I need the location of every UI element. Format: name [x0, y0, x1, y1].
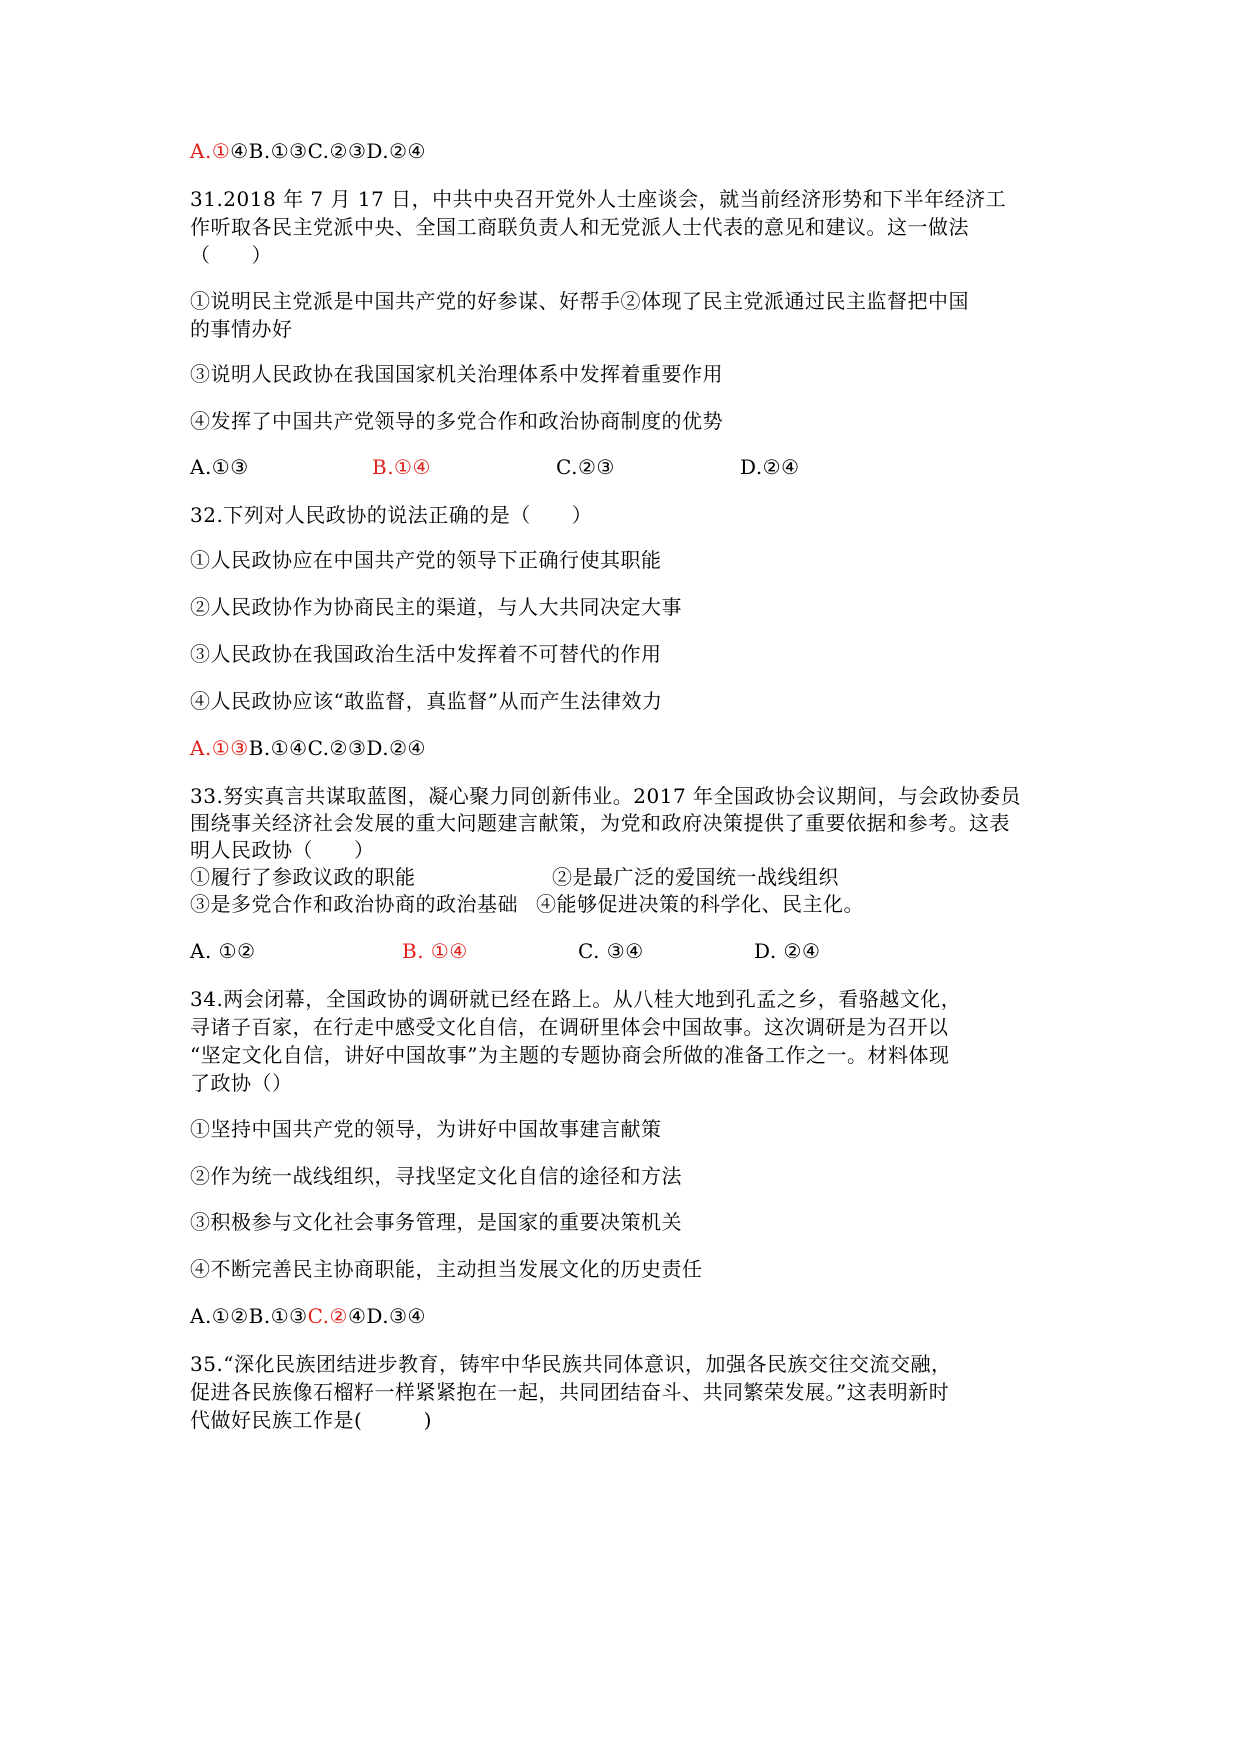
q33-option-c: C. ③④	[578, 939, 644, 963]
q34-item4: ④不断完善民主协商职能，主动担当发展文化的历史责任	[190, 1257, 703, 1281]
q35-stem-line3: 代做好民族工作是( )	[190, 1408, 433, 1432]
q32-item1: ①人民政协应在中国共产党的领导下正确行使其职能	[190, 548, 662, 572]
q33-stem-line1: 33.努实真言共谋取蓝图，凝心聚力同创新伟业。2017 年全国政协会议期间，与会政协委员	[190, 784, 1022, 808]
q31-option-b: B.①④	[372, 455, 431, 479]
q34-stem-line2: 寻诸子百家，在行走中感受文化自信，在调研里体会中国故事。这次调研是为召开以	[190, 1015, 949, 1039]
q33-item3: ③是多党合作和政治协商的政治基础	[190, 892, 518, 916]
q34-answer-pre: A.①②B.①③	[190, 1304, 308, 1328]
q35-stem-line1: 35.“深化民族团结进步教育，铸牢中华民族共同体意识，加强各民族交往交流交融，	[190, 1352, 952, 1376]
q35-stem-line2: 促进各民族像石榴籽一样紧紧抱在一起，共同团结奋斗、共同繁荣发展。”这表明新时	[190, 1380, 950, 1404]
q33-option-a: A. ①②	[190, 939, 256, 963]
q31-item3: ③说明人民政协在我国国家机关治理体系中发挥着重要作用	[190, 362, 723, 386]
q34-answer-post: ④D.③④	[347, 1304, 426, 1328]
q31-stem-line2: 作听取各民主党派中央、全国工商联负责人和无党派人士代表的意见和建议。这一做法	[190, 215, 969, 239]
q32-stem: 32.下列对人民政协的说法正确的是（ ）	[190, 503, 593, 527]
q32-item3: ③人民政协在我国政治生活中发挥着不可替代的作用	[190, 642, 662, 666]
q33-stem-line2: 围绕事关经济社会发展的重大问题建言献策，为党和政府决策提供了重要依据和参考。这表	[190, 811, 1010, 835]
q33-option-b: B. ①④	[402, 939, 468, 963]
q33-option-d: D. ②④	[754, 939, 821, 963]
q33-item4: ④能够促进决策的科学化、民主化。	[536, 892, 864, 916]
q30-answer-marker: A.	[190, 139, 212, 163]
q30-answer-circled: ①	[211, 139, 231, 163]
q32-answer-rest: B.①④C.②③D.②④	[248, 736, 426, 760]
q34-item1: ①坚持中国共产党的领导，为讲好中国故事建言献策	[190, 1117, 662, 1141]
q32-item2: ②人民政协作为协商民主的渠道，与人大共同决定大事	[190, 595, 682, 619]
q31-item1-line1: ①说明民主党派是中国共产党的好参谋、好帮手②体现了民主党派通过民主监督把中国	[190, 289, 969, 313]
q34-answer-line	[190, 1301, 426, 1331]
q30-answer-line	[190, 136, 426, 166]
q33-item1: ①履行了参政议政的职能	[190, 865, 416, 889]
q31-item4: ④发挥了中国共产党领导的多党合作和政治协商制度的优势	[190, 409, 723, 433]
q33-item2: ②是最广泛的爱国统一战线组织	[552, 865, 839, 889]
q31-item1-line2: 的事情办好	[190, 317, 293, 341]
q30-answer-rest: ④B.①③C.②③D.②④	[230, 139, 426, 163]
q33-stem-line3: 明人民政协（ ）	[190, 838, 375, 862]
q34-stem-line4: 了政协（）	[190, 1071, 293, 1095]
q32-answer-correct: A.①③	[190, 736, 249, 760]
q34-stem-line3: “坚定文化自信，讲好中国故事”为主题的专题协商会所做的准备工作之一。材料体现	[190, 1043, 950, 1067]
q34-item3: ③积极参与文化社会事务管理，是国家的重要决策机关	[190, 1210, 682, 1234]
q31-option-a: A.①③	[190, 455, 249, 479]
q31-stem-line1: 31.2018 年 7 月 17 日，中共中央召开党外人士座谈会，就当前经济形势和下半年经济工	[190, 187, 1007, 211]
q31-option-d: D.②④	[740, 455, 800, 479]
q34-stem-line1: 34.两会闭幕，全国政协的调研就已经在路上。从八桂大地到孔孟之乡，看骆越文化，	[190, 987, 962, 1011]
q32-answer-line	[190, 733, 426, 763]
q34-item2: ②作为统一战线组织，寻找坚定文化自信的途径和方法	[190, 1164, 682, 1188]
q31-stem-line3: （ ）	[190, 243, 272, 267]
q34-answer-correct: C.②	[307, 1304, 348, 1328]
q32-item4: ④人民政协应该“敢监督，真监督”从而产生法律效力	[190, 689, 663, 713]
q31-option-c: C.②③	[556, 455, 615, 479]
